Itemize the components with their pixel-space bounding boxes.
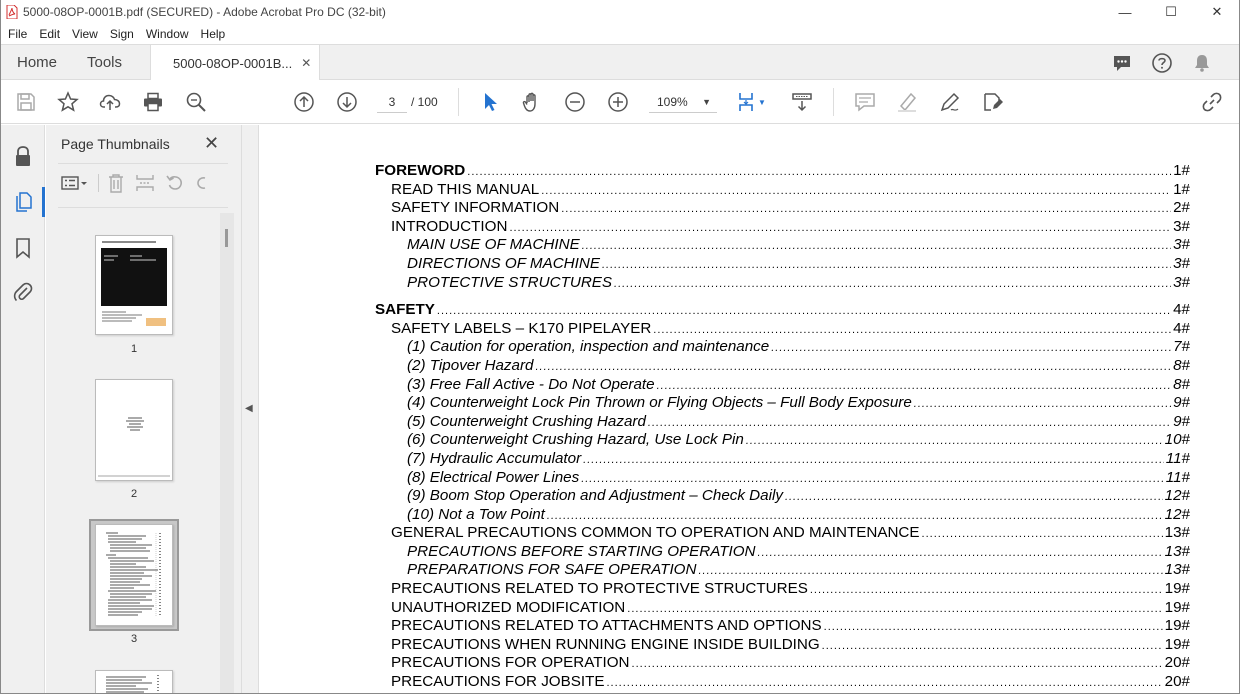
toc-entry-title: PRECAUTIONS RELATED TO ATTACHMENTS AND OPTIONS [391, 617, 822, 635]
window-controls [1102, 0, 1240, 24]
toc-entry-page: 20# [1164, 673, 1190, 691]
maximize-button[interactable]: ☐ [1165, 4, 1177, 19]
toc-entry[interactable] [375, 487, 1190, 506]
panel-collapse-handle[interactable] [242, 125, 259, 694]
toc-entry[interactable] [375, 599, 1190, 618]
tab-document[interactable] [150, 45, 320, 81]
toc-entry-page: 7# [1173, 338, 1190, 356]
toc-entry-title: (3) Free Fall Active - Do Not Operate [407, 375, 655, 393]
page-thumbnails-icon[interactable] [10, 189, 36, 215]
toc-entry-page: 19# [1164, 635, 1190, 653]
toc-dot-leader [467, 163, 1171, 181]
toc-entry[interactable] [375, 338, 1190, 357]
toc-entry[interactable] [375, 580, 1190, 599]
toc-dot-leader [698, 562, 1162, 580]
cloud-upload-icon[interactable] [98, 90, 122, 114]
menu-view[interactable]: View [72, 27, 98, 41]
toc-entry[interactable] [375, 431, 1190, 450]
blank-page-preview [96, 380, 172, 480]
toc-entry-page: 20# [1164, 654, 1190, 672]
toc-entry-title: (4) Counterweight Lock Pin Thrown or Flying Objects – Full Body Exposure [407, 394, 912, 412]
toc-entry-title: DIRECTIONS OF MACHINE [407, 254, 600, 272]
tab-document-label: 5000-08OP-0001B... [173, 55, 293, 71]
toc-entry[interactable] [375, 617, 1190, 636]
toc-entry-title: PROTECTIVE STRUCTURES [407, 273, 613, 291]
toc-entry[interactable] [375, 255, 1190, 274]
window-border [0, 0, 1, 694]
comment-icon[interactable] [853, 90, 877, 114]
comment-bubble-icon[interactable] [1102, 51, 1142, 75]
toc-dot-leader [758, 544, 1163, 562]
toc-entry-page: 11# [1165, 468, 1190, 486]
thumbnail-page-number: 1 [130, 343, 138, 355]
page-thumbnail-1[interactable] [95, 235, 173, 335]
tab-tools[interactable]: Tools [87, 54, 123, 71]
toc-dot-leader [582, 237, 1171, 255]
rotate-ccw-icon[interactable] [165, 173, 185, 193]
toc-dot-leader [657, 377, 1172, 395]
toc-entry-page: 3# [1173, 217, 1190, 235]
toc-entry-page: 3# [1173, 254, 1190, 272]
page-thumbnail-2[interactable] [95, 379, 173, 481]
zoom-out-icon[interactable] [563, 90, 587, 114]
toc-entry[interactable] [375, 469, 1190, 488]
next-page-icon[interactable] [335, 90, 359, 114]
partial-page-preview [96, 671, 172, 694]
toc-dot-leader [509, 219, 1171, 237]
toc-dot-leader [632, 655, 1163, 673]
toc-entry-page: 2# [1173, 199, 1190, 217]
toolbar-divider [458, 88, 459, 116]
tab-bar [0, 44, 1240, 80]
thumbnail-options-icon[interactable] [60, 174, 88, 192]
page-thumbnails-panel [46, 125, 242, 694]
toc-dot-leader [437, 302, 1171, 320]
toc-entry-title: UNAUTHORIZED MODIFICATION [391, 598, 626, 616]
window-title: 5000-08OP-0001B.pdf (SECURED) - Adobe Acrobat Pro DC (32-bit) [23, 5, 386, 19]
toc-entry-page: 12# [1164, 505, 1190, 523]
toc-entry-title: FOREWORD [375, 162, 466, 179]
toc-entry-title: INTRODUCTION [391, 217, 508, 235]
tab-close-icon[interactable]: ✕ [301, 56, 312, 70]
thumbnails-scrollbar[interactable] [220, 213, 234, 694]
toc-dot-leader [771, 339, 1171, 357]
toc-entry[interactable] [375, 181, 1190, 200]
toc-entry[interactable] [375, 543, 1190, 562]
toc-dot-leader [581, 470, 1164, 488]
menu-bar [0, 24, 1240, 44]
toc-entry-title: (1) Caution for operation, inspection and maintenance [407, 338, 770, 356]
toc-entry-page: 13# [1164, 542, 1190, 560]
toc-entry-page: 9# [1173, 412, 1190, 430]
fill-sign-icon[interactable] [981, 90, 1005, 114]
toc-entry-title: READ THIS MANUAL [391, 180, 540, 198]
panel-tool-divider [98, 174, 99, 192]
toc-entry-page: 19# [1164, 617, 1190, 635]
toc-dot-leader [547, 507, 1163, 525]
delete-page-icon[interactable] [107, 173, 125, 193]
scroll-mode-icon[interactable] [790, 90, 814, 114]
thumbnail-page-number: 3 [130, 633, 138, 645]
page-total-label: / 100 [411, 95, 438, 109]
panel-toolbar [60, 173, 217, 193]
toc-entry-title: (6) Counterweight Crushing Hazard, Use Lock Pin [407, 431, 744, 449]
toc-entry-title: PRECAUTIONS FOR JOBSITE [391, 673, 605, 691]
toc-dot-leader [922, 525, 1163, 543]
toc-entry-page: 1# [1173, 162, 1190, 179]
highlight-pen-icon[interactable] [895, 90, 919, 114]
toc-dot-leader [602, 256, 1171, 274]
toc-entry-page: 19# [1164, 598, 1190, 616]
panel-divider [58, 163, 228, 164]
bookmarks-icon[interactable] [10, 235, 36, 261]
toc-entry-title: (9) Boom Stop Operation and Adjustment – Check Daily [407, 487, 783, 505]
toc-dot-leader [914, 395, 1171, 413]
table-of-contents [375, 162, 1190, 692]
toc-dot-leader [583, 451, 1164, 469]
toc-entry-page: 11# [1165, 449, 1190, 467]
share-link-icon[interactable] [1200, 90, 1224, 114]
toc-entry-page: 8# [1173, 356, 1190, 374]
toc-entry-title: (5) Counterweight Crushing Hazard [407, 412, 646, 430]
tab-home[interactable]: Home [17, 54, 58, 71]
scrollbar-thumb[interactable] [225, 229, 228, 247]
menu-sign[interactable]: Sign [109, 27, 134, 41]
toc-entry[interactable] [375, 673, 1190, 692]
active-panel-indicator [42, 187, 45, 217]
acrobat-pdf-icon [6, 5, 18, 19]
toc-entry-page: 19# [1164, 580, 1190, 598]
toc-entry-title: PRECAUTIONS WHEN RUNNING ENGINE INSIDE BUILDING [391, 635, 820, 653]
toc-page-preview [96, 525, 172, 625]
toc-entry[interactable] [375, 162, 1190, 181]
zoom-in-icon[interactable] [606, 90, 630, 114]
toc-entry-page: 4# [1173, 301, 1190, 319]
toc-entry-page: 13# [1164, 561, 1190, 579]
toc-entry-title: PRECAUTIONS BEFORE STARTING OPERATION [407, 542, 756, 560]
close-window-button[interactable]: ✕ [1211, 4, 1223, 19]
toc-entry[interactable] [375, 394, 1190, 413]
toc-entry[interactable] [375, 413, 1190, 432]
save-icon[interactable] [14, 90, 38, 114]
sign-pen-icon[interactable] [938, 90, 962, 114]
print-icon[interactable] [141, 90, 165, 114]
toc-dot-leader [541, 182, 1171, 200]
notification-bell-icon[interactable] [1182, 51, 1222, 75]
toc-entry-page: 8# [1173, 375, 1190, 393]
toc-entry-title: PRECAUTIONS FOR OPERATION [391, 654, 630, 672]
toc-dot-leader [785, 488, 1163, 506]
toc-entry-page: 4# [1173, 319, 1190, 337]
toc-entry[interactable] [375, 301, 1190, 320]
toc-dot-leader [648, 414, 1171, 432]
page-number-input[interactable]: 3 [377, 91, 407, 113]
thumbnail-page-number: 2 [130, 488, 138, 500]
toc-entry-title: PRECAUTIONS RELATED TO PROTECTIVE STRUCTURES [391, 580, 808, 598]
toc-entry[interactable] [375, 450, 1190, 469]
zoom-search-icon[interactable] [184, 90, 208, 114]
toc-entry-page: 10# [1164, 431, 1190, 449]
panel-title: Page Thumbnails [61, 136, 170, 152]
menu-edit[interactable]: Edit [39, 27, 61, 41]
toolbar-divider [833, 88, 834, 116]
toc-entry-title: (2) Tipover Hazard [407, 356, 534, 374]
toc-entry-title: SAFETY LABELS – K170 PIPELAYER [391, 319, 652, 337]
toc-entry-page: 9# [1173, 394, 1190, 412]
menu-file[interactable]: File [8, 27, 28, 41]
toc-entry-page: 13# [1164, 524, 1190, 542]
toc-dot-leader [627, 600, 1162, 618]
rotate-cw-icon[interactable] [195, 173, 207, 193]
toc-entry[interactable] [375, 561, 1190, 580]
attachments-paperclip-icon[interactable] [10, 279, 36, 305]
lock-icon[interactable] [10, 143, 36, 169]
toc-entry-title: SAFETY INFORMATION [391, 199, 560, 217]
toc-dot-leader [607, 674, 1163, 692]
menu-window[interactable]: Window [145, 27, 189, 41]
toc-entry[interactable] [375, 218, 1190, 237]
toc-dot-leader [746, 432, 1163, 450]
toc-entry-title: MAIN USE OF MACHINE [407, 236, 580, 254]
chevron-left-icon: ◀ [245, 403, 253, 414]
toc-entry[interactable] [375, 524, 1190, 543]
toc-dot-leader [561, 200, 1171, 218]
toc-entry[interactable] [375, 376, 1190, 395]
toc-entry-title: SAFETY [375, 301, 435, 319]
toc-entry[interactable] [375, 654, 1190, 673]
toc-entry[interactable] [375, 199, 1190, 218]
page-thumbnail-3[interactable] [95, 524, 173, 626]
page-display-dropdown-icon[interactable]: ▼ [758, 97, 766, 107]
page-thumbnail-4[interactable] [95, 670, 173, 694]
title-bar [0, 0, 1240, 24]
chevron-down-icon: ▼ [702, 97, 711, 107]
toc-dot-leader [824, 618, 1163, 636]
toc-dot-leader [653, 321, 1171, 339]
panel-divider [58, 207, 228, 208]
toc-dot-leader [614, 275, 1171, 293]
main-toolbar [0, 80, 1240, 124]
panel-close-icon[interactable]: ✕ [204, 133, 220, 153]
toc-entry-page: 3# [1173, 273, 1190, 291]
toc-entry[interactable] [375, 506, 1190, 525]
extract-pages-icon[interactable] [135, 173, 155, 193]
hand-tool-icon[interactable] [520, 90, 544, 114]
help-icon[interactable] [1142, 51, 1182, 75]
toc-entry[interactable] [375, 357, 1190, 376]
toc-entry-title: GENERAL PRECAUTIONS COMMON TO OPERATION AND MAINTENANCE [391, 524, 920, 542]
toc-entry[interactable] [375, 274, 1190, 293]
left-navigation-rail [0, 125, 45, 694]
toc-entry-page: 3# [1173, 236, 1190, 254]
toc-entry[interactable] [375, 236, 1190, 255]
zoom-level-value: 109% [657, 95, 688, 109]
toc-entry[interactable] [375, 320, 1190, 339]
menu-help[interactable]: Help [200, 27, 226, 41]
previous-page-icon[interactable] [292, 90, 316, 114]
toc-entry-page: 1# [1173, 180, 1190, 198]
toc-dot-leader [810, 581, 1163, 599]
toc-entry-title: (10) Not a Tow Point [407, 505, 545, 523]
header-right-icons [1102, 51, 1222, 75]
toc-entry-title: PREPARATIONS FOR SAFE OPERATION [407, 561, 697, 579]
toc-entry[interactable] [375, 636, 1190, 655]
toc-entry-title: (8) Electrical Power Lines [407, 468, 580, 486]
toc-entry-page: 12# [1164, 487, 1190, 505]
minimize-button[interactable]: — [1118, 4, 1132, 20]
toc-entry-title: (7) Hydraulic Accumulator [407, 449, 582, 467]
document-view[interactable] [259, 125, 1240, 694]
toc-dot-leader [822, 637, 1163, 655]
toc-dot-leader [535, 358, 1171, 376]
cover-page-preview [96, 236, 172, 334]
zoom-level-select[interactable] [649, 91, 717, 113]
select-cursor-icon[interactable] [478, 90, 502, 114]
bookmark-star-icon[interactable] [56, 90, 80, 114]
